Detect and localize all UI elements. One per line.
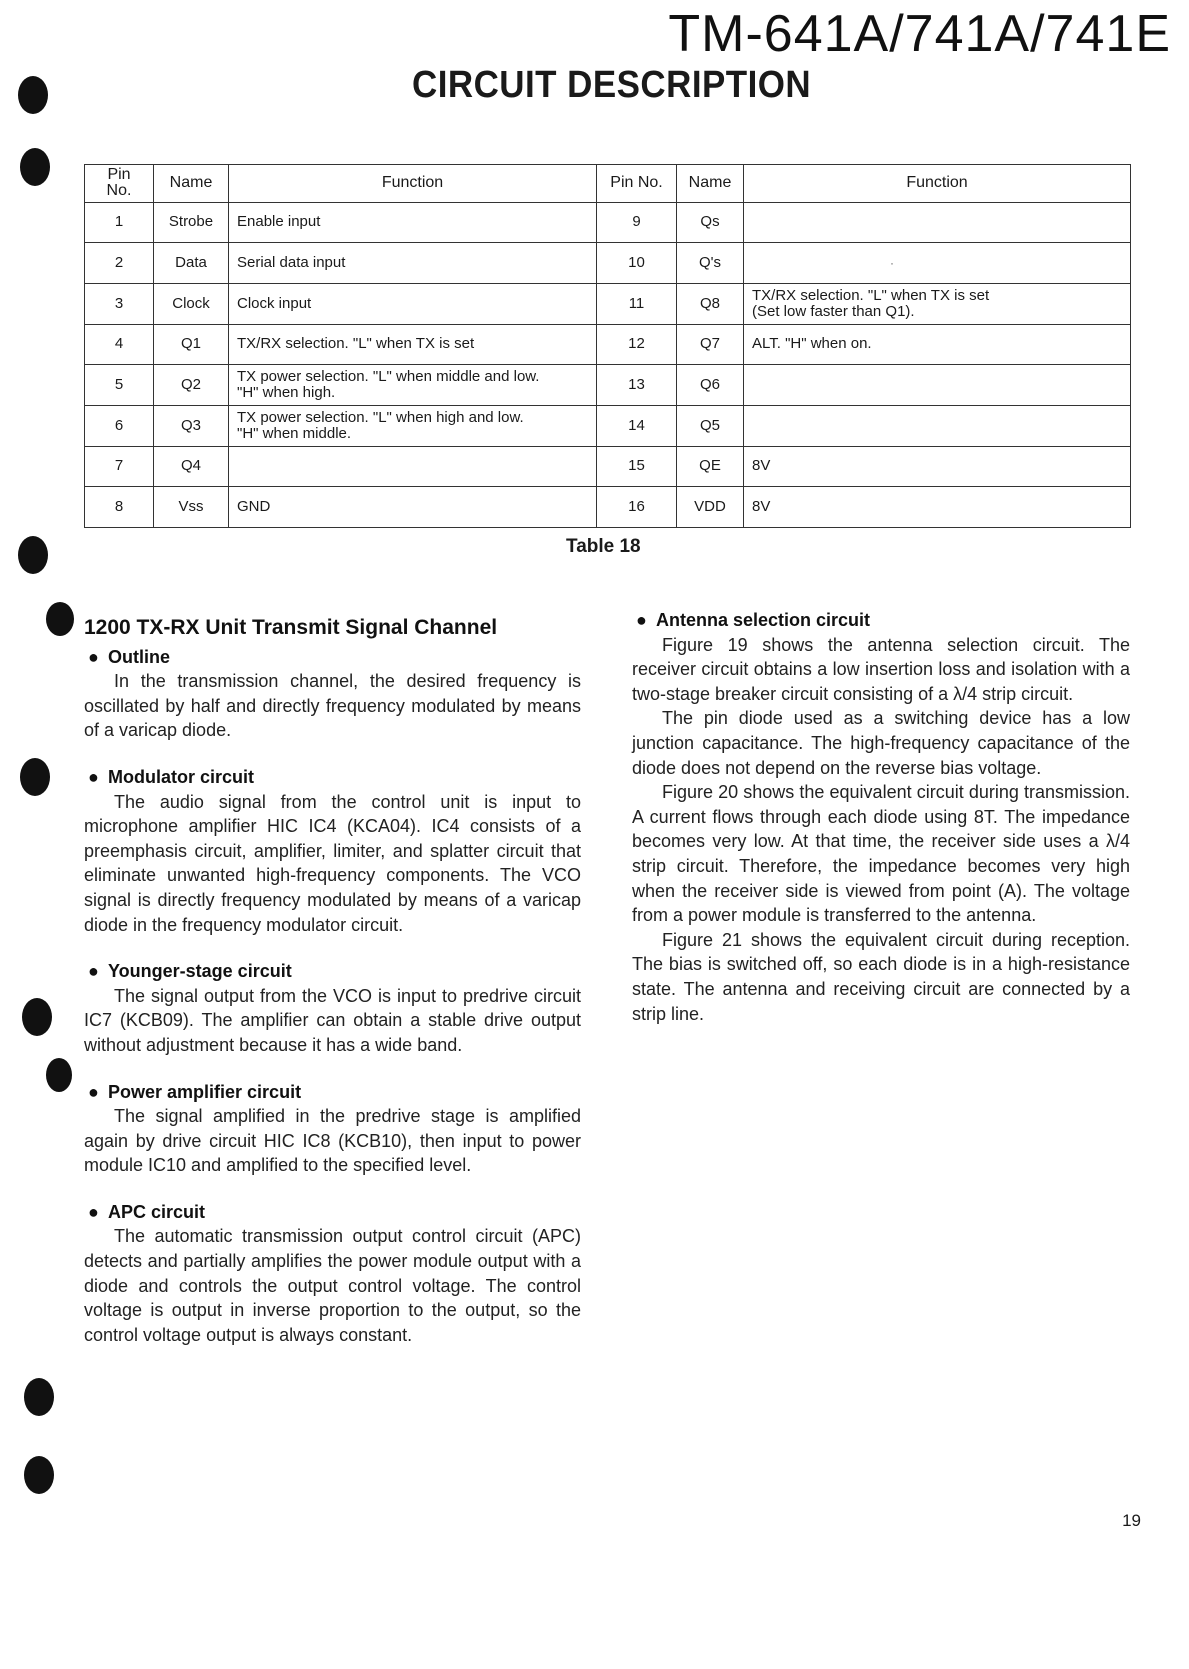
pin-name-cell-2-line: Q8: [699, 294, 720, 312]
pin-number-cell-line: 2: [114, 254, 124, 272]
binder-hole-6: [22, 998, 52, 1036]
pin-number-cell-2-line: 15: [628, 457, 645, 475]
pin-name-cell: [154, 365, 229, 406]
pin-function-cell-line: TX power selection. "L" when high and low.: [237, 408, 524, 426]
pin-name-cell-line: Q3: [180, 416, 201, 434]
pin-name-cell-2-line: Q7: [699, 335, 720, 353]
pin-name-cell: [154, 283, 229, 324]
binder-hole-1: [18, 76, 48, 114]
pin-number-cell-2-line: 9: [632, 213, 641, 231]
apc-heading: ● APC circuit: [88, 1201, 206, 1222]
pin-function-cell-2: [744, 202, 1131, 243]
pin-number-cell-2-line: 12: [628, 335, 645, 353]
pin-function-cell-2: [744, 243, 1131, 284]
apc-text: The automatic transmission output control circuit (APC) detects and partially amplifies the power module output with a diode and controls the output control voltage. The control voltage is output in inverse proportion to the output, so the control voltage output is always constant.: [84, 1226, 581, 1345]
pin-number-cell-2: [597, 324, 677, 365]
pin-number-cell-2-line: 11: [628, 294, 645, 312]
pin-name-cell: [154, 202, 229, 243]
binder-hole-2: [20, 148, 50, 186]
pin-number-cell-2: [597, 202, 677, 243]
pin-function-cell-2: [744, 283, 1131, 324]
table-row: [85, 243, 1131, 284]
pin-function-cell: [229, 202, 597, 243]
col-header-pin: Pin No.: [85, 165, 154, 203]
pin-function-cell-2: [744, 324, 1131, 365]
col-header-function: Function: [229, 165, 597, 203]
pin-function-cell-line: GND: [237, 498, 271, 516]
binder-hole-5: [20, 758, 50, 796]
pin-function-cell-2: [744, 487, 1131, 528]
pin-name-cell-2: [677, 243, 744, 284]
younger-stage-text: The signal output from the VCO is input to predrive circuit IC7 (KCB09). The amplifier can obtain a stable drive output without adjustment because it has a wide band.: [84, 985, 581, 1055]
pin-function-cell-line: Enable input: [237, 213, 321, 231]
pin-name-cell-2: [677, 283, 744, 324]
page-number: 19: [1122, 1511, 1141, 1530]
pin-function-cell: [229, 446, 597, 487]
pin-function-cell: [229, 283, 597, 324]
pin-number-cell-line: 5: [114, 376, 124, 394]
binder-hole-9: [24, 1456, 54, 1494]
pin-number-cell-2: [597, 365, 677, 406]
pin-name-cell-2: [677, 365, 744, 406]
pin-number-cell-2: [597, 243, 677, 284]
pin-function-cell: [229, 324, 597, 365]
pin-number-cell: [85, 324, 154, 365]
pin-number-cell-2: [597, 283, 677, 324]
pin-name-cell: [154, 446, 229, 487]
pin-number-cell-line: 8: [114, 498, 124, 516]
pin-number-cell-2: [597, 405, 677, 446]
power-amplifier-text: The signal amplified in the predrive stage is amplified again by drive circuit HIC IC8 (KCB10), then input to power module IC10 and amplified to the specified level.: [84, 1106, 581, 1176]
pin-name-cell-2: [677, 202, 744, 243]
pin-function-cell-2-line: (Set low faster than Q1).: [752, 302, 915, 320]
pin-number-cell: [85, 365, 154, 406]
binder-hole-7: [46, 1058, 72, 1092]
section-heading: 1200 TX-RX Unit Transmit Signal Channel: [84, 616, 498, 639]
col-header-pin-2: Pin No.: [597, 165, 677, 203]
pin-number-cell-line: 4: [114, 335, 124, 353]
pin-function-cell-2: [744, 446, 1131, 487]
pin-function-cell-line: "H" when high.: [237, 384, 336, 402]
model-number: TM-641A/741A/741E: [668, 5, 1171, 63]
pin-function-cell-line: Serial data input: [237, 254, 346, 272]
pin-number-cell: [85, 243, 154, 284]
antenna-text-1: Figure 19 shows the antenna selection circuit. The receiver circuit obtains a low insertion loss and isolation with a two-stage breaker circuit consisting of a λ/4 strip circuit.: [632, 634, 1130, 704]
pin-name-cell-line: Q4: [180, 457, 201, 475]
pin-name-cell-2: [677, 487, 744, 528]
pin-function-cell: [229, 365, 597, 406]
table-row: [85, 405, 1131, 446]
pin-number-cell-line: 3: [114, 294, 124, 312]
pin-number-cell: [85, 405, 154, 446]
table-row: [85, 202, 1131, 243]
pin-number-cell-2: [597, 487, 677, 528]
pin-name-cell-2-line: Q5: [699, 416, 720, 434]
pin-name-cell-2: [677, 405, 744, 446]
pin-function-cell-line: "H" when middle.: [237, 424, 352, 442]
col-header-function-2: Function: [744, 165, 1131, 203]
antenna-text-3: Figure 20 shows the equivalent circuit during transmission. A current flows through each diode using 8T. The impedance becomes very low. At that time, the receiver side uses a λ/4 strip circuit. Therefore, the impedance becomes very high when the receiver side is viewed from point (A). The voltage from a power module is transferred to the antenna.: [632, 782, 1130, 926]
scan-dot: ·: [890, 256, 894, 270]
pin-function-cell-2-line: ALT. "H" when on.: [752, 335, 872, 353]
pin-function-cell: [229, 405, 597, 446]
pin-name-cell-2-line: Q's: [698, 254, 722, 272]
col-header-name: Name: [154, 165, 229, 203]
right-column: [632, 608, 1130, 1026]
pin-name-cell-line: Vss: [178, 498, 204, 516]
pin-name-cell-2-line: Qs: [700, 213, 720, 231]
younger-stage-heading: ● Younger-stage circuit: [88, 961, 292, 982]
table-caption: Table 18: [566, 536, 641, 557]
pin-name-cell: [154, 243, 229, 284]
pin-function-table: [84, 164, 1131, 528]
antenna-heading: ● Antenna selection circuit: [636, 610, 871, 630]
pin-number-cell: [85, 283, 154, 324]
pin-name-cell: [154, 487, 229, 528]
pin-function-cell-2-line: 8V: [752, 457, 771, 475]
pin-name-cell-2: [677, 324, 744, 365]
pin-name-cell-2-line: Q6: [699, 376, 720, 394]
binder-hole-8: [24, 1378, 54, 1416]
table-body: [85, 202, 1131, 527]
pin-function-cell-line: TX power selection. "L" when middle and low.: [237, 368, 540, 386]
pin-name-cell-line: Clock: [172, 294, 210, 312]
pin-number-cell-2-line: 16: [628, 498, 645, 516]
pin-name-cell-line: Data: [175, 254, 207, 272]
outline-heading: ● Outline: [88, 646, 170, 667]
left-column: [84, 616, 581, 1347]
pin-function-cell-2-line: 8V: [752, 498, 771, 516]
table-row: [85, 365, 1131, 406]
modulator-heading: ● Modulator circuit: [88, 766, 255, 787]
pin-function-cell: [229, 243, 597, 284]
pin-number-cell: [85, 446, 154, 487]
pin-function-cell: [229, 487, 597, 528]
pin-name-cell-line: Q1: [180, 335, 201, 353]
pin-number-cell: [85, 487, 154, 528]
pin-number-cell-2: [597, 446, 677, 487]
table-row: [85, 487, 1131, 528]
pin-number-cell-2-line: 14: [628, 416, 645, 434]
pin-number-cell-2-line: 10: [628, 254, 645, 272]
pin-number-cell: [85, 202, 154, 243]
binder-hole-3: [18, 536, 48, 574]
pin-number-cell-line: 7: [114, 457, 124, 475]
pin-number-cell-2-line: 13: [628, 376, 645, 394]
table-row: [85, 446, 1131, 487]
binder-hole-4: [46, 602, 74, 636]
pin-name-cell-2: [677, 446, 744, 487]
table-header-row: [85, 165, 1131, 203]
power-amplifier-heading: ● Power amplifier circuit: [88, 1081, 302, 1102]
pin-number-cell-line: 1: [114, 213, 124, 231]
table-row: [85, 324, 1131, 365]
table-row: [85, 283, 1131, 324]
antenna-text-4: Figure 21 shows the equivalent circuit during reception. The bias is switched off, so each diode is in a high-resistance state. The antenna and receiving circuit are connected by a strip line.: [632, 929, 1130, 1024]
pin-name-cell-line: Q2: [180, 376, 201, 394]
outline-text: In the transmission channel, the desired frequency is oscillated by half and directly frequency modulated by means of a varicap diode.: [84, 671, 581, 741]
pin-name-cell-line: Strobe: [168, 213, 214, 231]
section-title: CIRCUIT DESCRIPTION: [412, 64, 812, 106]
modulator-text: The audio signal from the control unit is input to microphone amplifier HIC IC4 (KCA04). IC4 consists of a preemphasis circuit, amplifier, limiter, and splatter circuit that eliminate unwanted high-frequency components. The VCO signal is directly frequency modulated by means of a varicap diode in the frequency modulator circuit.: [84, 791, 581, 935]
pin-function-cell-2: [744, 405, 1131, 446]
pin-function-cell-2: [744, 365, 1131, 406]
pin-function-cell-line: Clock input: [237, 294, 312, 312]
pin-name-cell: [154, 324, 229, 365]
pin-name-cell: [154, 405, 229, 446]
pin-number-cell-line: 6: [114, 416, 124, 434]
col-header-name-2: Name: [677, 165, 744, 203]
pin-name-cell-2-line: VDD: [694, 498, 726, 516]
pin-function-cell-line: TX/RX selection. "L" when TX is set: [237, 335, 475, 353]
pin-function-cell-2-line: TX/RX selection. "L" when TX is set: [752, 286, 990, 304]
antenna-text-2: The pin diode used as a switching device has a low junction capacitance. The high-frequency capacitance of the diode does not depend on the reverse bias voltage.: [632, 708, 1130, 778]
pin-name-cell-2-line: QE: [699, 457, 721, 475]
